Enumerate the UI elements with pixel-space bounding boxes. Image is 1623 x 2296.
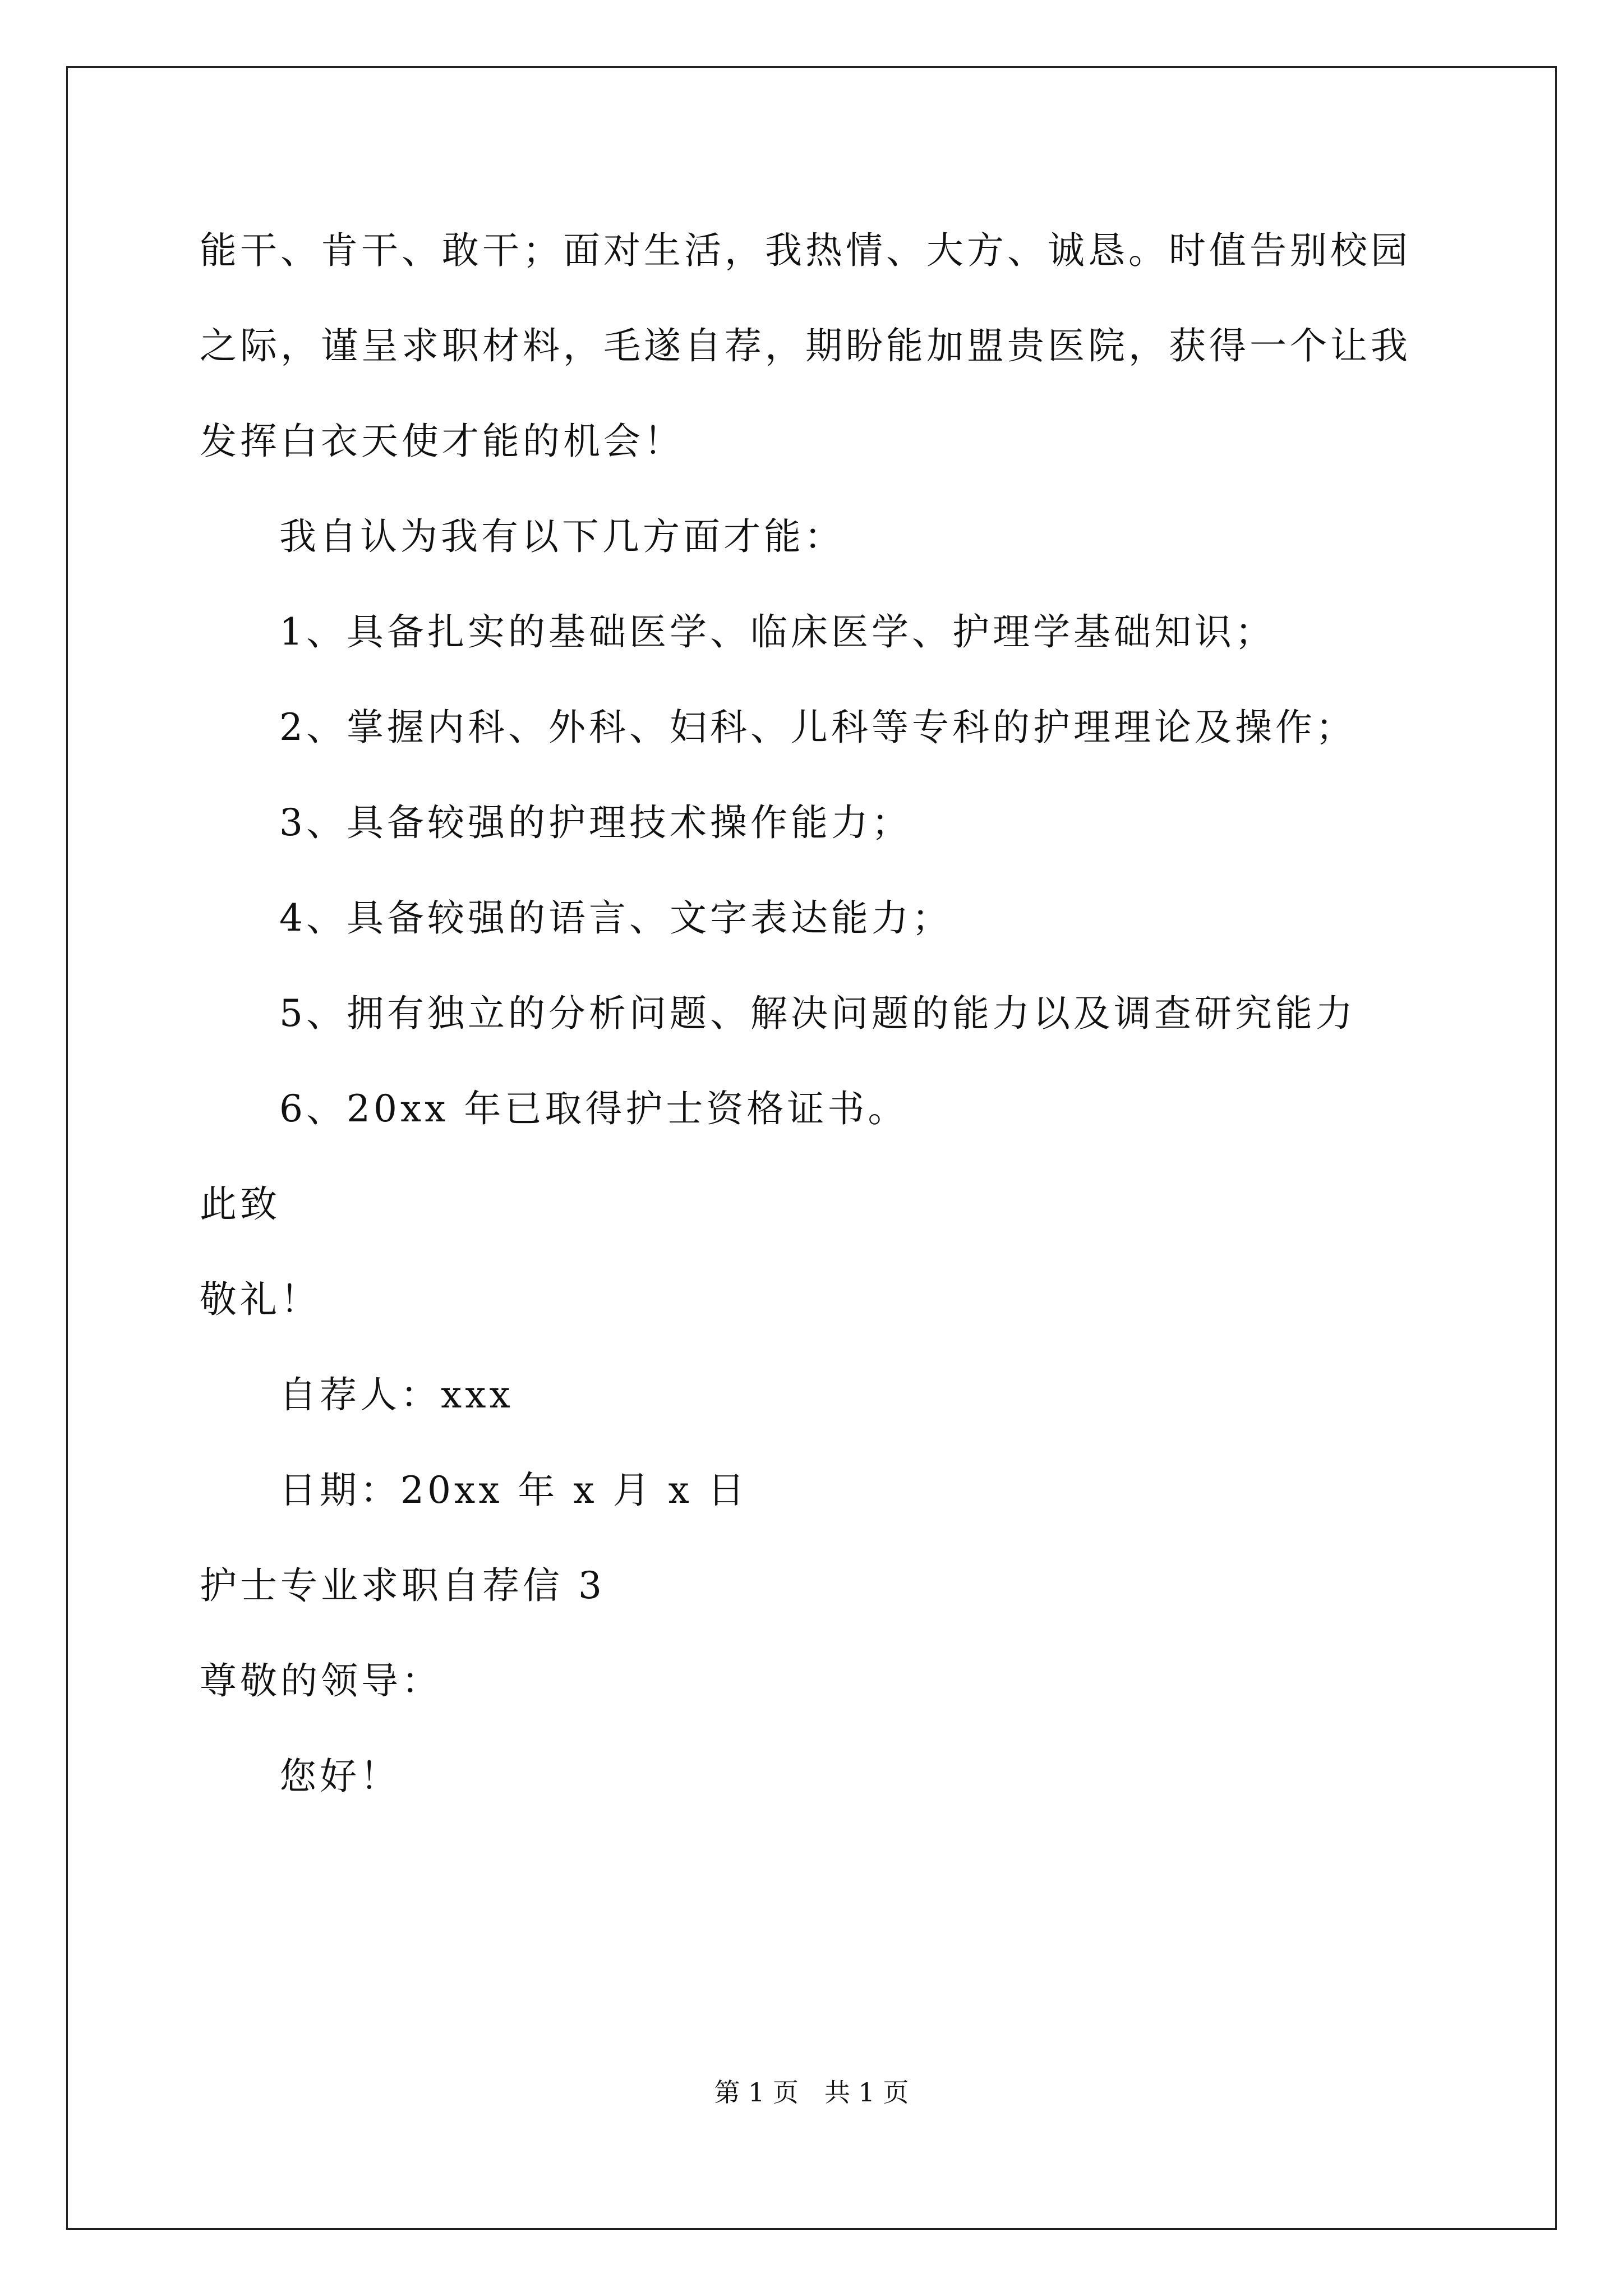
body-line-2: 之际，谨呈求职材料，毛遂自荐，期盼能加盟贵医院，获得一个让我 <box>200 324 1411 367</box>
closing-jingli: 敬礼！ <box>200 1278 321 1321</box>
ability-item-1: 1、具备扎实的基础医学、临床医学、护理学基础知识； <box>279 610 1275 654</box>
ability-item-6: 6、20xx 年已取得护士资格证书。 <box>279 1087 909 1130</box>
closing-zhici: 此致 <box>200 1182 280 1226</box>
ability-item-4: 4、具备较强的语言、文字表达能力； <box>279 896 952 940</box>
signature-date: 日期：20xx 年 x 月 x 日 <box>279 1469 748 1512</box>
signature-name: 自荐人：xxx <box>279 1373 514 1416</box>
greeting: 您好！ <box>279 1755 400 1798</box>
abilities-intro: 我自认为我有以下几方面才能： <box>279 515 845 558</box>
body-line-1: 能干、肯干、敢干；面对生活，我热情、大方、诚恳。时值告别校园 <box>200 229 1411 272</box>
page-border <box>66 66 1557 2230</box>
ability-item-3: 3、具备较强的护理技术操作能力； <box>279 801 912 844</box>
body-line-3: 发挥白衣天使才能的机会！ <box>200 420 684 463</box>
salutation: 尊敬的领导： <box>200 1659 442 1703</box>
ability-item-2: 2、掌握内科、外科、妇科、儿科等专科的护理理论及操作； <box>279 706 1356 749</box>
ability-item-5: 5、拥有独立的分析问题、解决问题的能力以及调查研究能力 <box>279 992 1356 1035</box>
page-number-footer: 第 1 页 共 1 页 <box>714 2077 909 2108</box>
section-title: 护士专业求职自荐信 3 <box>200 1564 605 1607</box>
